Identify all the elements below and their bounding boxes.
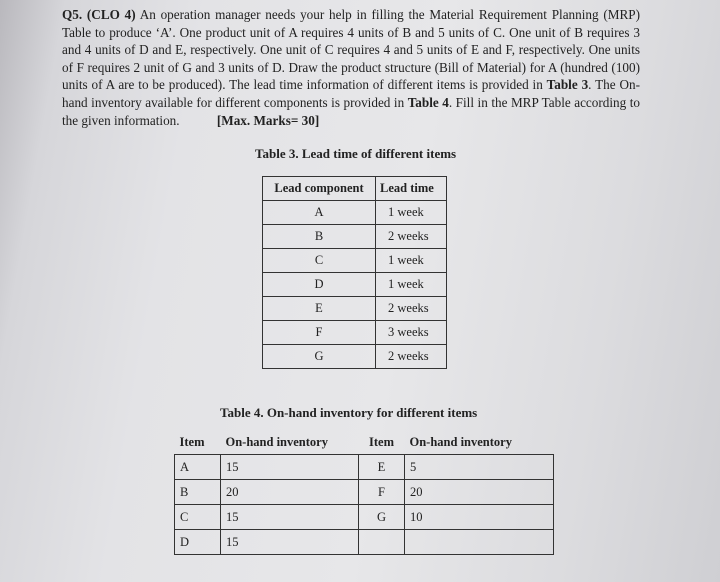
component-cell: A <box>263 201 376 225</box>
column-header: On-hand inventory <box>409 434 512 449</box>
item-cell: B <box>175 480 221 505</box>
lead-time-cell: 2 weeks <box>376 345 447 369</box>
table3-caption: Table 3. Lead time of different items <box>255 146 457 161</box>
question-body-mid: . The On-hand inventory available for different components is provided in <box>62 77 640 110</box>
lead-time-table <box>262 176 447 369</box>
table-row <box>263 321 447 345</box>
table-row <box>263 225 447 249</box>
item-cell: G <box>359 505 405 530</box>
lead-time-cell: 1 week <box>376 201 447 225</box>
table-row <box>263 249 447 273</box>
inventory-table <box>174 430 554 555</box>
component-cell: B <box>263 225 376 249</box>
item-cell: D <box>175 530 221 555</box>
question-body-end: . Fill in the MRP Table according to the given information. <box>62 94 641 128</box>
table-row <box>175 530 554 555</box>
item-cell: C <box>175 505 221 530</box>
lead-time-cell: 2 weeks <box>376 225 447 249</box>
component-cell: D <box>263 273 376 297</box>
table4-reference: Table 4 <box>407 94 449 110</box>
lead-time-cell: 1 week <box>376 273 447 297</box>
item-cell <box>359 530 405 555</box>
table-row <box>263 273 447 297</box>
inventory-cell: 20 <box>405 480 554 505</box>
column-header: On-hand inventory <box>225 434 328 449</box>
component-cell: E <box>263 297 376 321</box>
question-body: An operation manager needs your help in filling the Material Requirement Planning (MRP) Table to produce ‘A’. One product unit of A requires 4 units of B and 5 units of C. One unit of B requires 3 and 4 units of D and E, respectively. One unit of C requires 4 and 5 units of E and F, respectively. One units of F requires 2 unit of G and 3 units of D. Draw the product structure (Bill of Material) for A (hundred (100) units of A are to be produced). The lead time information of different items is provided in <box>62 7 640 93</box>
table-row <box>175 480 554 505</box>
component-cell: F <box>263 321 376 345</box>
table-row <box>263 345 447 369</box>
inventory-cell <box>405 530 554 555</box>
column-header: Item <box>179 434 205 449</box>
inventory-cell: 20 <box>221 480 359 505</box>
max-marks: [Max. Marks= 30] <box>216 112 320 128</box>
table-header-row <box>175 430 554 455</box>
item-cell: A <box>175 455 221 480</box>
column-header: Lead component <box>263 177 376 201</box>
inventory-cell: 15 <box>221 530 359 555</box>
table-row <box>175 455 554 480</box>
table-row <box>263 201 447 225</box>
lead-time-cell: 3 weeks <box>376 321 447 345</box>
table-row <box>263 297 447 321</box>
table3-reference: Table 3 <box>546 77 589 93</box>
table-row <box>175 505 554 530</box>
item-cell: E <box>359 455 405 480</box>
inventory-cell: 15 <box>221 455 359 480</box>
inventory-cell: 10 <box>405 505 554 530</box>
column-header: Item <box>369 434 394 449</box>
inventory-cell: 15 <box>221 505 359 530</box>
column-header: Lead time <box>376 177 447 201</box>
component-cell: C <box>263 249 376 273</box>
item-cell: F <box>359 480 405 505</box>
question-number: Q5. (CLO 4) <box>62 7 136 22</box>
table-header-row <box>263 177 447 201</box>
table4-caption: Table 4. On-hand inventory for different items <box>220 405 478 420</box>
lead-time-cell: 1 week <box>376 249 447 273</box>
component-cell: G <box>263 345 376 369</box>
question-text <box>62 6 640 129</box>
inventory-cell: 5 <box>405 455 554 480</box>
lead-time-cell: 2 weeks <box>376 297 447 321</box>
